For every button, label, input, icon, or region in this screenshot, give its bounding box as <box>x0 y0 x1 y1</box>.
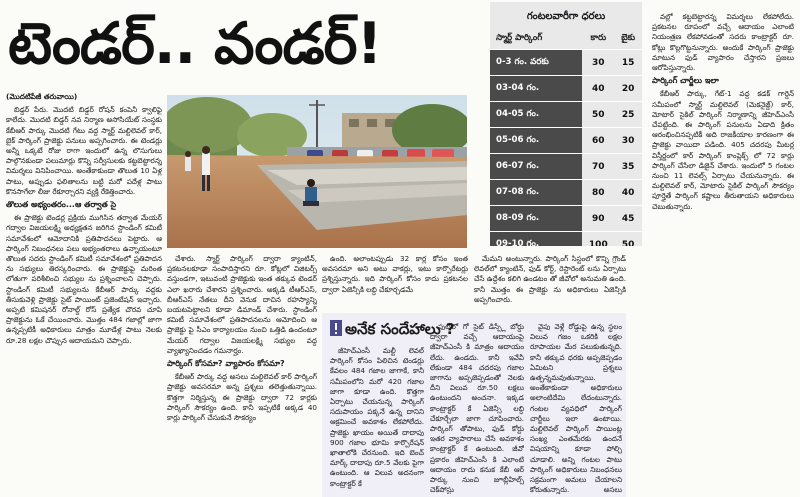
construction-photo-image <box>167 95 467 248</box>
fares-bike-price: 50 <box>614 232 642 247</box>
column-2-paragraph-1: చేశారు. స్మార్ట్ పార్కింగ్ ద్వారా క్యాంటిన్, ప్రకటనలకూడా సంపాదిస్తారని రూ. కోట్లలో విజిటర్స్ వస్తుండగా, ఇటువంటి ప్రాజెక్టుకు ఇంత తక్కువ టెండర్ ఎలా ఖరారు చేశారని ప్రశ్నించారు. అక్కడి టీఆర్ఎస్, బీఆర్ఎస్ నేతలు దీని వెనుక దాచిన రహస్యాన్ని బయటపెట్టాలని కూడా డిమాండ్ చేశారు. స్టాండింగ్ కమిటీ సమావేశంలో ప్రతిపాదనలను ఆమోదించి ఆ ప్రాజెక్టు పై సీఎం కార్యాలయం నుంచి ఒత్తిడి ఉందంటూ మేయర్ గద్వాల విజయలక్ష్మి సభ్యుల వద్ద వ్యాఖ్యానించడం గమనార్హం. <box>167 254 317 355</box>
column-1-paragraph-1: బిడ్డర్ పేరు. మొదటి బిడ్డర్ రోషన్ కంపెనీ క్వాలిఫై కాలేదు. మొదటి బిడ్డర్ నవ నిర్మాణ అసోసియేట్ సంస్థకు కేబీఆర్ పార్కు మొదటి గేటు వద్ద స్మార్ట్ మల్టిలెవల్ కార్, బైక్ పార్కింగ్ ప్రాజెక్టు పనులు అప్పగించారు. ఈ టెండర్లు అన్నీ ఒక్కటే రోజు రాగా ఇందులో ఉన్న లొసుగులు పాల్గొనకుండా పలుమార్లు కొన్ని సర్వీసులకు కట్టబెట్టారన్న విమర్శలు వినిపించాయి. అంతేకాకుండా తొలుత 10 ఏళ్ల పాటు, అప్పుడు ఫలితాలను బట్టి మరో పదేళ్ల పాటు కొనసాగేలా లీజు రేకూర్చారని వ్యక్తి రేకెత్తించారు. <box>6 105 162 196</box>
fares-duration: 05-06 గం. <box>490 128 582 154</box>
parking-fares-table <box>490 30 642 246</box>
fares-row <box>490 232 642 247</box>
fares-row <box>490 128 642 154</box>
fares-car-price: 80 <box>582 180 614 206</box>
fares-bike-price: 35 <box>614 154 642 180</box>
article-column-1 <box>6 92 162 494</box>
fares-car-price: 60 <box>582 128 614 154</box>
fares-car-price: 50 <box>582 102 614 128</box>
subhead-parking-charges: పార్కింగ్ చార్జీలు ఇలా <box>652 76 719 86</box>
fares-row <box>490 206 642 232</box>
fares-bike-price: 30 <box>614 128 642 154</box>
construction-photo <box>167 95 467 248</box>
concerns-column-2 <box>430 322 524 494</box>
fares-bike-price: 40 <box>614 180 642 206</box>
fares-row <box>490 180 642 206</box>
fares-bike-price: 20 <box>614 76 642 102</box>
fares-car-price: 70 <box>582 154 614 180</box>
fares-duration: 04-05 గం. <box>490 102 582 128</box>
fares-car-price: 40 <box>582 76 614 102</box>
fares-duration: 09-10 గం. <box>490 232 582 247</box>
article-column-5 <box>652 12 794 312</box>
column-1-paragraph-2: ఈ ప్రాజెక్టు టెండర్ల ప్రక్రియ ముగిసిన తర్వాత మేయర్ గద్వాల విజయలక్ష్మి అధ్యక్షతన జరిగిన స్టాండింగ్ కమిటీ సమావేశంలో ఆమోదానికి ప్రతిపాదనలు పెట్టారు. ఆ పార్కింగ్ నిబంధనలు పలు అభ్యంతరాలు ఉన్నాయంటూ తొలుత సదరు స్టాండింగ్ కమిటీ సమావేశంలో ప్రతిపాదన ను సభ్యులు తిరస్కరించారు. ఈ ప్రాజెక్టుపై మరింత లోతుగా పరిశీలించి సభ్యుల ను ప్రశ్నించాలని చెప్పారు. స్టాండింగ్ కమిటీ సభ్యులను కేబీఆర్ పార్కు వద్దకు తీసుకువెళ్లి ప్రాజెక్టు సైట్ పాయింట్ ప్రజెంటేషన్ ఇచ్చారు. అప్పటి కమిషనర్ రోనాల్డ్ రోస్ ప్రత్యేక చొరవ చూపి ప్రాజెక్టును ఓకే చేయించారు. మొత్తం 484 గజాల్లో జాగా ఉన్నప్పటికీ అధికారులు మాత్రం మూడేళ్ల పాటు నెలకు రూ.28 లక్షల చొప్పున ఆదాయమని చెప్పారు. <box>6 213 162 345</box>
concerns-column-3 <box>530 322 622 494</box>
headline: టెండర్.. వండర్! <box>8 11 382 77</box>
fares-row <box>490 50 642 76</box>
fares-car-price: 100 <box>582 232 614 247</box>
fares-bike-price: 25 <box>614 102 642 128</box>
byline: (మొదటిపేజీ తరువాయి) <box>6 92 78 101</box>
fares-bike-price: 45 <box>614 206 642 232</box>
concerns-paragraph-2: పుటిలో గో సైట్ డిస్ప్లే బోర్డు ద్వారా వచ్చే ఆదాయంపై జీహెచ్ఎంసీ కి మాత్రం ఆదాయం లేదు. ఉండదు. కానీ ఇవేవీ లేకుండా 484 చదరపు గజాల జాగాను అప్పజెప్పడంతో నెలకు దీని విలువ రూ.50 లక్షలు ఉంటుందని అంచనా. ఇక్కడ కాంట్రాక్టర్ కే ఏజెన్సీ లబ్ధి చేకూర్చేలా జాగా చూపించారు. పార్కింగ్ తోపాటు, ఫుడ్ కోర్టు ఇతర వ్యాపారాలు చేసే అవకాశం కాంట్రాక్టర్ కే ఉంటుంది. జీవో ప్రకారం జీహెచ్ఎంసీ కి ఎలాంటి ఆదాయం రాదు కనుక కేబీ ఆర్ పార్కు నుంచి జూబ్లీహిల్స్ చెక్‌పోస్టు <box>430 322 524 494</box>
concerns-column-1 <box>330 346 424 494</box>
fares-car-price: 90 <box>582 206 614 232</box>
column-3-paragraph-1: ఉంది. అలాంటప్పుడు 32 కార్ల కోసం ఇంత అవసరమా అని అటు వాకర్లు, ఇటు కార్పొరేటర్లు ప్రశ్నిస్తున్నారు. ఇది పార్కింగ్ కోసం కాదు ప్రకటనల ద్వారా ఏజెన్సీకి లబ్ధి చేకూర్చడమే <box>322 254 468 294</box>
question-mark-icon <box>330 320 342 336</box>
fares-row <box>490 76 642 102</box>
column-2-paragraph-2: కేబీఆర్ పార్కు వద్ద అసలు మల్టిలెవల్ కార్ పార్కింగ్ ప్రాజెక్టు అవసరమా అన్న ప్రశ్నలు తలెత్తుతున్నాయి. కొత్తగా నిర్మిస్తున్న ఈ ప్రాజెక్టు ద్వారా 72 కార్లకు పార్కింగ్ సౌకర్యం ఉంది. కానీ ఇప్పటికే అక్కడ 40 కార్లు పార్కింగ్ చేసుకునే సౌకర్యం <box>167 372 317 423</box>
column-5-paragraph-1: వల్లో కట్టబెట్టారన్న విమర్శలు లేకపోలేదు. ప్రకటనల రూపంలో వచ్చే ఆదాయం ఎలాంటి నియంత్రణ లేకపోవడంతో సదరు కాంట్రాక్టర్ రూ. కోట్లు కొల్లగొట్టనున్నారు. అందుకే పార్కింగ్ ప్రాజెక్టు మాటున ఫుడ్ వ్యాపారం చేస్తారని ప్రజలు ఆరోపిస్తున్నారు. <box>652 12 794 73</box>
fares-header-row <box>490 30 642 50</box>
concerns-title: అనేక సందేహాలు ? <box>345 320 455 338</box>
parking-fares-box <box>490 2 642 246</box>
fares-title: గంటలవారీగా ధరలు <box>526 11 606 22</box>
fares-col-duration: స్మార్ట్ పార్కింగ్ <box>496 33 543 43</box>
subhead-parking-or-business: పార్కింగ్ కోసమా? వ్యాపారం కోసమా? <box>167 359 285 369</box>
concerns-paragraph-3: వైపు వెళ్లే రోడ్డుపై ఉన్న స్థలం విలువ గజం ఒకరికి లక్షల రూపాయల మేర పలుకుతున్నది. కానీ తక్కువ ధరకు అప్పజెప్పడం ఏమిటని ప్రశ్నలు ఉత్పన్నమవుతున్నాయి. అంతేకాకుండా అధికారులు అలాంటిదేమి లేదంటున్నారు. గంటల వ్యవధిలో పార్కింగ్ చార్జీలు ఇలా ఉంటాయి. మల్టిలెవల్ పార్కింగ్ పాయింట్ల సంఖ్య ఎంతమేరకు ఉందనే విషయాన్ని కూడా పోల్చి చూడాలి. అన్ని గంటల పాటు పార్కింగ్ అధికారులు నిబంధనలు సక్రమంగా అమలు చేయాలని కోరుతున్నారు. అసలు <box>530 322 622 494</box>
fares-row <box>490 102 642 128</box>
fares-duration: 07-08 గం. <box>490 180 582 206</box>
column-5-paragraph-2: కేబీఆర్ పార్కు, గేట్-1 వద్ద కడక్ గార్డెన్ సమీపంలో స్మార్ట్ మల్టిలెవల్ (మెకనైజ్డ్) కార్, మోటార్ సైకిల్ పార్కింగ్ నిర్మాణాన్ని జీహెచ్ఎంసీ చేపట్టింది. ఈ పార్కింగ్ పనులను ఏడాది క్రితం ఆరంభించినప్పటికీ అది రాజకీయాల కారణంగా ఈ ప్రాజెక్టు వాయిదా పడింది. 405 చదరపు మీటర్ల విస్తీర్ణంలో కార్ పార్కింగ్ కాంప్లెక్స్ లో 72 కార్లు పార్కింగ్ చేసేలా డిజైన్ చేశారు. ఇందులో 5 గంటల నుంచి 11 లెవల్స్ ఏర్పాటు చేయనున్నారు. ఈ మల్టిలెవల్ కార్, మోటారు సైకిల్ పార్కింగ్ సౌకర్యం పూర్తైతే పార్కింగ్ కష్టాలు తీరుతాయని అధికారులు చెబుతున్నారు. <box>652 89 794 211</box>
article-column-2 <box>167 254 317 496</box>
fares-duration: 06-07 గం. <box>490 154 582 180</box>
article-column-4 <box>474 254 626 310</box>
fares-duration: 03-04 గం. <box>490 76 582 102</box>
fares-bike-price: 15 <box>614 50 642 76</box>
fares-car-price: 30 <box>582 50 614 76</box>
fares-col-bike: బైకు <box>621 33 636 43</box>
subhead-initial-objection: తొలుత అభ్యంతరం...ఆ తర్వాత సై <box>6 200 117 210</box>
concerns-paragraph-1: జీహెచ్ఎంసీ మల్టీ లెవల్ పార్కింగ్ కోసం పిలిచిన టెండర్లు కేవలం 484 గజాల జాగాకే, కానీ సమీపంలోని మరో 420 గజాల జాగా కూడా ఉంది. కొత్తగా ఏర్పాటు చేయనున్న పార్కింగ్ సదుపాయం పక్కనే ఉన్న దానిని ఆక్రమించే అవకాశం లేకపోలేదు. ప్రాజెక్టు ఖాయం అయితే దాదాపు 900 గజాల భూమి కార్పొరేషన్ ఖాతాలోకి చేరనుంది. ఇది బెంచ్ మార్క్ దాదాపు రూ.5 వేలకు పైగా ఉంటుంది. ఆ విలువ అదనంగా కాంట్రాక్టర్ కే <box>330 346 424 488</box>
fares-duration: 08-09 గం. <box>490 206 582 232</box>
column-4-paragraph-1: మేమని అంటున్నారు. పార్కింగ్ సిస్టంలో కొన్ని గ్రౌండ్ లెవల్‌లో క్యాంటిన్, ఫుడ్ కోర్ట్, రెస్టారెంట్ లను ఏర్పాటు చేసే ఉద్దేశం కలిగి ఉండటం తో జీవోలో అనుమతి ఉంది. కానీ మొత్తం ఈ ప్రాజెక్టు ను అధికారులు ఏజెన్సీకి అప్పగించారు. <box>474 254 626 304</box>
fares-duration: 0-3 గం. వరకు <box>490 50 582 76</box>
fares-col-car: కారు <box>590 33 607 43</box>
article-column-3 <box>322 254 468 310</box>
fares-row <box>490 154 642 180</box>
